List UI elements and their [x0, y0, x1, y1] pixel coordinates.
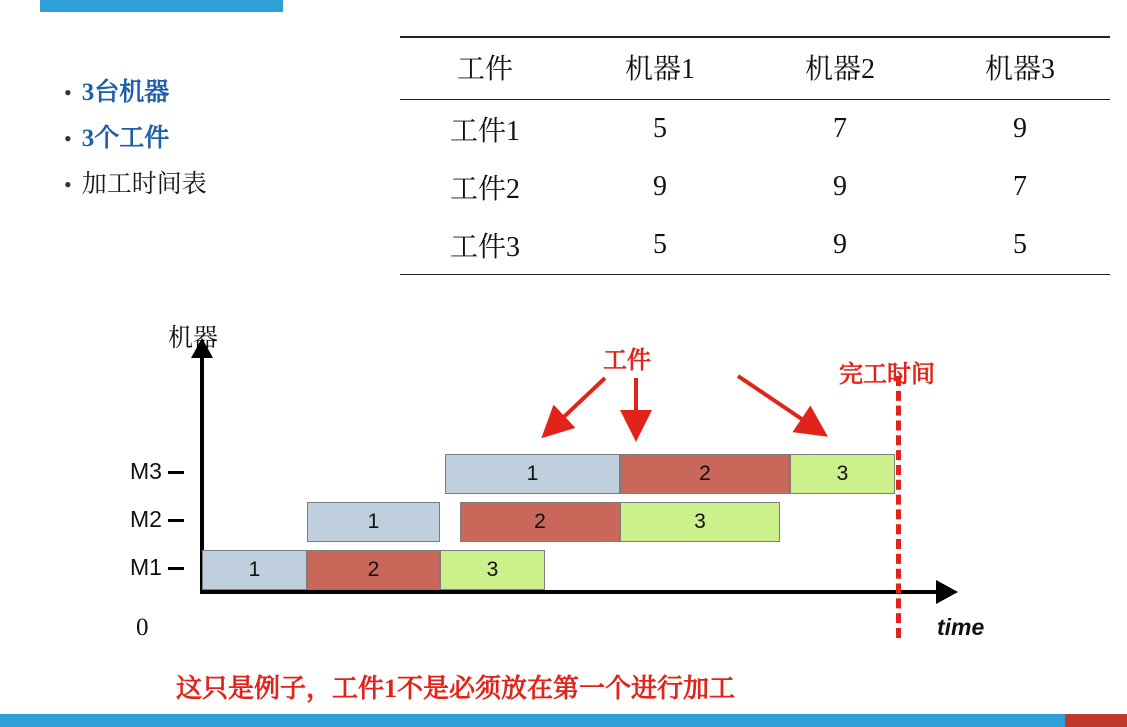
list-item	[64, 78, 394, 108]
table-cell: 5	[570, 100, 750, 159]
table-cell: 9	[833, 229, 847, 260]
gantt-bar-m3-job3[interactable]: 3	[790, 454, 895, 494]
table-cell: 9	[930, 100, 1110, 159]
gantt-bar-m1-job2[interactable]: 2	[307, 550, 440, 590]
gantt-bar-m2-job3[interactable]: 3	[620, 502, 780, 542]
table-row	[400, 216, 1110, 275]
table-cell: 7	[750, 100, 930, 159]
bullet-label: 加工时间表	[81, 171, 207, 198]
y-tick-mark	[168, 471, 184, 474]
caption-note: 这只是例子，工件1不是必须放在第一个进行加工	[176, 674, 736, 703]
y-axis-label: 机器	[168, 325, 219, 352]
bullet-list	[64, 78, 394, 216]
gantt-chart	[60, 318, 1060, 678]
gantt-bar-m2-job2[interactable]: 2	[460, 502, 620, 542]
x-axis-arrow-icon	[936, 580, 958, 604]
list-item	[64, 124, 394, 154]
arrow-left-icon	[550, 378, 605, 430]
table-cell: 工件1	[400, 100, 570, 159]
y-tick-label-m1: M1	[130, 554, 162, 580]
table-cell: 9	[653, 171, 667, 202]
makespan-dashed-line	[896, 376, 901, 638]
bullet-dot-icon: •	[64, 126, 72, 151]
gantt-bar-m3-job2[interactable]: 2	[620, 454, 790, 494]
gantt-bar-m1-job1[interactable]: 1	[202, 550, 307, 590]
table-header-cell: 机器2	[750, 37, 930, 100]
table-cell: 5	[1013, 229, 1027, 260]
table-cell: 5	[653, 229, 667, 260]
bullet-dot-icon: •	[64, 80, 72, 105]
annotation-jobs-label: 工件	[603, 348, 651, 374]
bullet-dot-icon: •	[64, 172, 72, 197]
bottom-accent-bar-red	[1065, 714, 1127, 727]
table-row	[400, 100, 1110, 159]
x-axis-label: time	[937, 614, 985, 640]
top-accent-bar	[40, 0, 283, 12]
processing-time-table	[400, 36, 1110, 275]
bottom-accent-bar	[0, 714, 1127, 727]
table-cell: 工件3	[449, 232, 520, 263]
arrow-right-icon	[738, 376, 818, 430]
table-row	[400, 158, 1110, 216]
table-cell: 7	[1013, 171, 1027, 202]
bullet-label: 个工件	[94, 125, 170, 152]
list-item	[64, 170, 394, 200]
gantt-bar-m2-job1[interactable]: 1	[307, 502, 440, 542]
table-cell: 9	[833, 171, 847, 202]
y-tick-label-m3: M3	[130, 458, 162, 484]
y-tick-label-m2: M2	[130, 506, 162, 532]
table-header-cell: 机器3	[930, 37, 1110, 100]
gantt-bar-m3-job1[interactable]: 1	[445, 454, 620, 494]
annotation-makespan-label: 完工时间	[839, 362, 935, 388]
y-axis-arrow-icon	[191, 338, 213, 358]
y-tick-mark	[168, 567, 184, 570]
gantt-bar-m1-job3[interactable]: 3	[440, 550, 545, 590]
bullet-label: 台机器	[94, 79, 170, 106]
x-axis-line	[200, 590, 940, 594]
bullet-number: 3	[81, 125, 95, 152]
table-header-cell: 机器1	[570, 37, 750, 100]
table-cell: 工件2	[449, 174, 520, 205]
y-tick-mark	[168, 519, 184, 522]
table-header-cell: 工件	[400, 37, 570, 100]
bullet-number: 3	[81, 79, 95, 106]
table-row-rule	[400, 275, 1110, 276]
origin-label: 0	[136, 614, 149, 641]
